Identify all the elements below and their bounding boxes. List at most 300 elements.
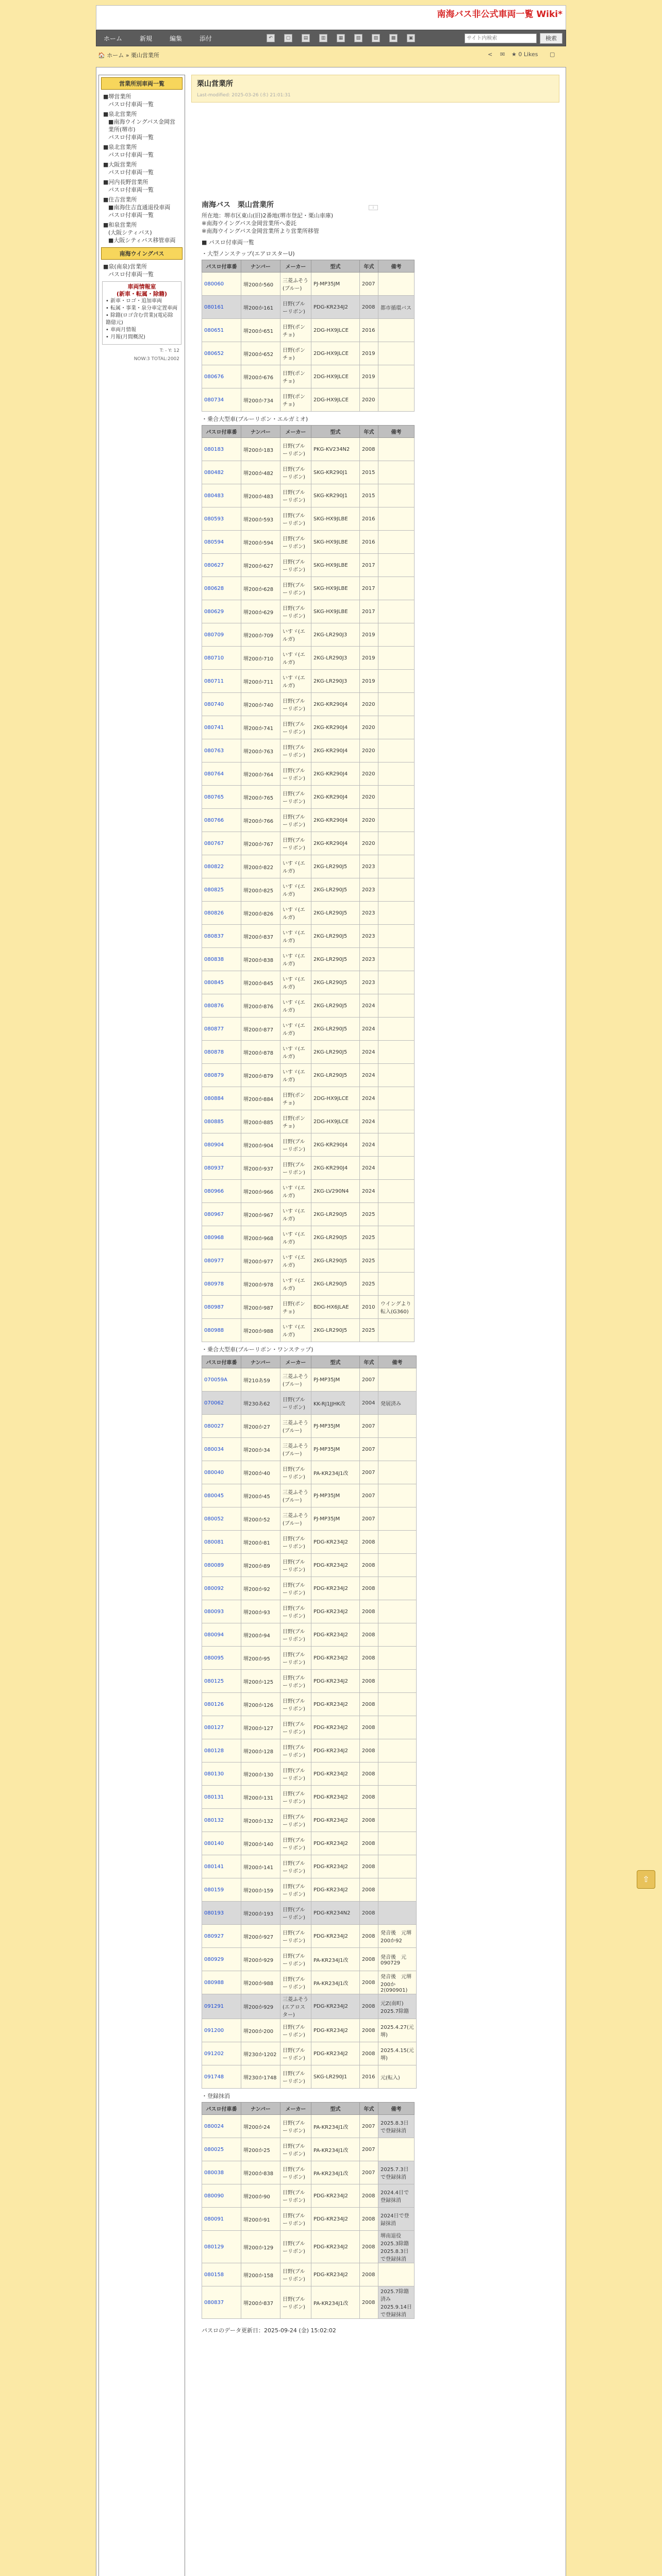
table-cell[interactable]: 080594 bbox=[202, 531, 241, 554]
table-cell[interactable]: 080159 bbox=[202, 1878, 241, 1902]
table-row bbox=[202, 670, 415, 693]
table-cell[interactable]: 080676 bbox=[202, 365, 241, 388]
table-cell bbox=[378, 1670, 417, 1693]
sidebar-sublink[interactable]: ■南海住吉直通退役車両 bbox=[108, 204, 171, 211]
table-cell[interactable]: 080825 bbox=[202, 878, 241, 902]
table-cell: 2KG-LR290J5 bbox=[311, 1226, 360, 1249]
table-cell: 堺200か968 bbox=[241, 1226, 280, 1249]
table-cell: 発音後 元090729 bbox=[378, 1948, 417, 1971]
tool-icon[interactable]: ▣ bbox=[407, 34, 415, 42]
table-cell[interactable]: 080711 bbox=[202, 670, 241, 693]
sidebar-link[interactable]: ■泉(南泉)営業所 bbox=[103, 263, 147, 270]
table-cell: 三菱ふそう(ブルー) bbox=[280, 1368, 311, 1392]
table-cell: 2KG-LR290J3 bbox=[311, 623, 360, 647]
table-cell[interactable]: 080483 bbox=[202, 484, 241, 507]
table-cell: 2KG-LR290J5 bbox=[311, 902, 360, 925]
table-row bbox=[202, 2065, 417, 2089]
table-cell: 堺200か52 bbox=[241, 1507, 280, 1531]
table-row bbox=[202, 1693, 417, 1716]
table-cell[interactable]: 080927 bbox=[202, 1925, 241, 1948]
table-cell: PDG-KR234N2 bbox=[311, 1902, 360, 1925]
table-cell: 日野(ブルーリボン) bbox=[280, 1577, 311, 1600]
table-cell[interactable]: 080140 bbox=[202, 1832, 241, 1855]
table-cell[interactable]: 080978 bbox=[202, 1273, 241, 1296]
table-cell: 堺200か676 bbox=[241, 365, 280, 388]
table-cell: 堺200か183 bbox=[241, 438, 280, 461]
table-cell bbox=[378, 1041, 415, 1064]
info-box-item bbox=[106, 312, 178, 327]
menu-item[interactable]: ホーム bbox=[104, 35, 123, 42]
search-button[interactable]: 検索 bbox=[540, 33, 562, 44]
table-cell[interactable]: 080161 bbox=[202, 296, 241, 319]
table-cell bbox=[378, 1461, 417, 1484]
table-cell[interactable]: 080129 bbox=[202, 2231, 241, 2263]
table-cell: 堺200か127 bbox=[241, 1716, 280, 1739]
table-cell[interactable]: 080968 bbox=[202, 1226, 241, 1249]
table-row bbox=[202, 1226, 415, 1249]
table-cell: PDG-KR234J2 bbox=[311, 2263, 360, 2286]
tool-icon[interactable]: ▨ bbox=[372, 34, 380, 42]
table-cell[interactable]: 080710 bbox=[202, 647, 241, 670]
table-row bbox=[202, 1994, 417, 2019]
sidebar-link[interactable]: ■河内長野営業所 bbox=[103, 179, 148, 185]
table-row bbox=[202, 1971, 417, 1994]
table-cell[interactable]: 080095 bbox=[202, 1647, 241, 1670]
tool-icon[interactable]: ▥ bbox=[319, 34, 327, 42]
table-cell[interactable]: 080988 bbox=[202, 1971, 241, 1994]
table-cell: 2024 bbox=[360, 1064, 378, 1087]
table-row bbox=[202, 1110, 415, 1133]
table-cell: 元(転入) bbox=[378, 2065, 417, 2089]
table-cell[interactable]: 080089 bbox=[202, 1554, 241, 1577]
table-row bbox=[202, 273, 415, 296]
table-cell[interactable]: 080629 bbox=[202, 600, 241, 623]
table-cell bbox=[378, 1087, 415, 1110]
share-icon[interactable]: < bbox=[488, 51, 493, 58]
table-cell: 2019 bbox=[360, 365, 378, 388]
table-row bbox=[202, 319, 415, 342]
table-cell: 2KG-LR290J5 bbox=[311, 1319, 360, 1342]
table-cell[interactable]: 080766 bbox=[202, 809, 241, 832]
sidebar-sublink[interactable]: パスロ付車両一覧 bbox=[108, 187, 154, 193]
table-cell: 日野(ブルーリボン) bbox=[280, 1925, 311, 1948]
mail-icon[interactable]: ✉ bbox=[500, 51, 505, 58]
table-cell bbox=[378, 1647, 417, 1670]
table-cell: 日野(ブルーリボン) bbox=[280, 1693, 311, 1716]
table-cell: 2KG-LR290J3 bbox=[311, 670, 360, 693]
menu-item[interactable]: 添付 bbox=[200, 35, 212, 42]
column-header: 型式 bbox=[311, 260, 360, 273]
table-cell[interactable]: 080741 bbox=[202, 716, 241, 739]
table-cell: 堺200か141 bbox=[241, 1855, 280, 1878]
table-cell: 日野(ブルーリボン) bbox=[280, 1600, 311, 1623]
table-cell[interactable]: 080767 bbox=[202, 832, 241, 855]
table-cell: いすゞ(エルガ) bbox=[280, 1064, 311, 1087]
table-cell: 堺200か876 bbox=[241, 994, 280, 1018]
table-cell[interactable]: 080045 bbox=[202, 1484, 241, 1507]
table-cell: 堺200か159 bbox=[241, 1878, 280, 1902]
table-cell: PDG-KR234J2 bbox=[311, 1809, 360, 1832]
table-cell: 堺200か45 bbox=[241, 1484, 280, 1507]
table-cell[interactable]: 080652 bbox=[202, 342, 241, 365]
table-cell[interactable]: 080763 bbox=[202, 739, 241, 762]
table-cell bbox=[378, 971, 415, 994]
table-cell: 堺200か89 bbox=[241, 1554, 280, 1577]
breadcrumb-page: 栗山営業所 bbox=[130, 52, 159, 59]
table-cell: 日野(ブルーリボン) bbox=[280, 296, 311, 319]
table-cell[interactable]: 080885 bbox=[202, 1110, 241, 1133]
table-cell: 日野(ポンチョ) bbox=[280, 1110, 311, 1133]
table-cell: 堺200か627 bbox=[241, 554, 280, 577]
table-cell[interactable]: 080092 bbox=[202, 1577, 241, 1600]
sidebar-link[interactable]: ■住吉営業所 bbox=[103, 196, 137, 203]
table-cell: 2025 bbox=[360, 1319, 378, 1342]
table-cell: 三菱ふそう(ブルー) bbox=[280, 1415, 311, 1438]
sidebar-sublink[interactable]: (大阪シティバス) bbox=[108, 229, 152, 236]
table-cell[interactable]: 080125 bbox=[202, 1670, 241, 1693]
column-header: 型式 bbox=[311, 1356, 360, 1368]
table-cell[interactable]: 091202 bbox=[202, 2042, 241, 2065]
table-cell[interactable]: 080709 bbox=[202, 623, 241, 647]
table-cell: 日野(ブルーリボン) bbox=[280, 2019, 311, 2042]
info-box-link[interactable]: 月報(月間概況) bbox=[110, 334, 145, 340]
table-cell[interactable]: 080130 bbox=[202, 1762, 241, 1786]
table-cell bbox=[378, 1716, 417, 1739]
table-cell: いすゞ(エルガ) bbox=[280, 1018, 311, 1041]
table-cell bbox=[378, 554, 415, 577]
table-cell[interactable]: 080988 bbox=[202, 1319, 241, 1342]
table-cell[interactable]: 091748 bbox=[202, 2065, 241, 2089]
table-cell: いすゞ(エルガ) bbox=[280, 623, 311, 647]
table-cell: 堺200か766 bbox=[241, 809, 280, 832]
column-header: ナンバー bbox=[241, 2103, 280, 2115]
table-row bbox=[202, 1786, 417, 1809]
table-cell[interactable]: 080081 bbox=[202, 1531, 241, 1554]
table-cell[interactable]: 080837 bbox=[202, 925, 241, 948]
table-cell: 2008 bbox=[360, 1693, 378, 1716]
table-cell bbox=[378, 1018, 415, 1041]
table-cell: 2KG-KR290J4 bbox=[311, 832, 360, 855]
sidebar-link[interactable]: ■大阪営業所 bbox=[103, 161, 137, 168]
table-cell bbox=[378, 693, 415, 716]
table-cell[interactable]: 080024 bbox=[202, 2115, 241, 2138]
table-cell[interactable]: 080141 bbox=[202, 1855, 241, 1878]
sidebar-sublink[interactable]: ■大阪シティバス移管車両 bbox=[108, 237, 176, 244]
table-cell: 堺200か710 bbox=[241, 647, 280, 670]
table-cell: PJ-MP35JM bbox=[311, 1484, 360, 1507]
table-cell[interactable]: 070062 bbox=[202, 1392, 241, 1415]
sidebar-sublink[interactable]: パスロ付車両一覧 bbox=[108, 169, 154, 176]
table-cell[interactable]: 080040 bbox=[202, 1461, 241, 1484]
sidebar-heading-offices: 営業所別車両一覧 bbox=[101, 77, 183, 90]
table-cell[interactable]: 080878 bbox=[202, 1041, 241, 1064]
table-cell[interactable]: 080093 bbox=[202, 1600, 241, 1623]
table-cell[interactable]: 080627 bbox=[202, 554, 241, 577]
table-cell[interactable]: 080966 bbox=[202, 1180, 241, 1203]
table-cell[interactable]: 080094 bbox=[202, 1623, 241, 1647]
table-cell: 2016 bbox=[360, 319, 378, 342]
table-cell[interactable]: 080837 bbox=[202, 2286, 241, 2319]
table-cell: 2KG-LR290J5 bbox=[311, 855, 360, 878]
table-cell: 2008 bbox=[360, 2263, 378, 2286]
table-cell: いすゞ(エルガ) bbox=[280, 1041, 311, 1064]
table-cell: 日野(ブルーリボン) bbox=[280, 1716, 311, 1739]
table-cell[interactable]: 080877 bbox=[202, 1018, 241, 1041]
table-row bbox=[202, 2208, 415, 2231]
search-input[interactable] bbox=[465, 33, 537, 43]
scroll-to-top-button[interactable] bbox=[637, 1870, 655, 1889]
fleet-table bbox=[202, 425, 415, 1342]
table-cell: 2015 bbox=[360, 461, 378, 484]
bullet-icon: • bbox=[106, 298, 111, 304]
table-cell[interactable]: 080937 bbox=[202, 1157, 241, 1180]
table-row bbox=[202, 1600, 417, 1623]
info-box-link[interactable]: 転属・事業・泉分車定置車両 bbox=[110, 306, 178, 311]
breadcrumb-home[interactable]: ホーム bbox=[107, 52, 124, 59]
table-cell: 2KG-LR290J5 bbox=[311, 1018, 360, 1041]
column-header: 備考 bbox=[378, 260, 415, 273]
table-cell: 日野(ブルーリボン) bbox=[280, 1809, 311, 1832]
table-cell bbox=[378, 855, 415, 878]
column-header: 型式 bbox=[311, 426, 360, 438]
table-cell[interactable]: 080967 bbox=[202, 1203, 241, 1226]
table-cell[interactable]: 080128 bbox=[202, 1739, 241, 1762]
table-cell[interactable]: 070059A bbox=[202, 1368, 241, 1392]
tool-icon[interactable]: ▢ bbox=[284, 34, 292, 42]
table-cell: 2020 bbox=[360, 832, 378, 855]
table-cell: PDG-KR234J2 bbox=[311, 1878, 360, 1902]
sidebar-sublink[interactable]: パスロ付車両一覧 bbox=[108, 151, 154, 158]
table-cell[interactable]: 080090 bbox=[202, 2184, 241, 2208]
table-cell: 2008 bbox=[360, 1832, 378, 1855]
table-cell: 2KG-LR290J5 bbox=[311, 971, 360, 994]
table-cell[interactable]: 080127 bbox=[202, 1716, 241, 1739]
table-cell bbox=[378, 1507, 417, 1531]
table-cell[interactable]: 080158 bbox=[202, 2263, 241, 2286]
menu-item[interactable]: 新規 bbox=[140, 35, 153, 42]
table-cell: 日野(ブルーリボン) bbox=[280, 1531, 311, 1554]
table-cell[interactable]: 080482 bbox=[202, 461, 241, 484]
table-row bbox=[202, 2231, 415, 2263]
table-cell: 日野(ポンチョ) bbox=[280, 342, 311, 365]
table-cell: 2007 bbox=[360, 1438, 378, 1461]
table-cell: 堺200か652 bbox=[241, 342, 280, 365]
table-cell: 三菱ふそう(エアロスター) bbox=[280, 1994, 311, 2019]
table-cell bbox=[378, 809, 415, 832]
table-cell: 日野(ブルーリボン) bbox=[280, 2263, 311, 2286]
site-title[interactable]: 南海バス非公式車両一覧 Wiki* bbox=[437, 9, 562, 20]
intro-line: ※南海ウイングバス金岡営業所より営業所移管 bbox=[202, 228, 320, 234]
table-cell: ウイングより転入(G360) bbox=[378, 1296, 415, 1319]
table-cell: PDG-KR234J2 bbox=[311, 1554, 360, 1577]
table-row bbox=[202, 507, 415, 531]
info-box-link[interactable]: 除籍(ロゴ含む営業)(電応除籍億元) bbox=[106, 313, 173, 326]
table-cell[interactable]: 080876 bbox=[202, 994, 241, 1018]
table-cell: 2KG-KR290J4 bbox=[311, 1157, 360, 1180]
table-cell: PDG-KR234J2 bbox=[311, 2019, 360, 2042]
table-row bbox=[202, 1554, 417, 1577]
table-cell: 堺200か560 bbox=[241, 273, 280, 296]
column-header: ナンバー bbox=[241, 426, 280, 438]
table-cell[interactable]: 080651 bbox=[202, 319, 241, 342]
table-cell[interactable]: 080628 bbox=[202, 577, 241, 600]
tool-icon[interactable]: ▧ bbox=[354, 34, 362, 42]
table-cell[interactable]: 080034 bbox=[202, 1438, 241, 1461]
table-cell: 日野(ブルーリボン) bbox=[280, 1647, 311, 1670]
table-cell: 日野(ブルーリボン) bbox=[280, 2161, 311, 2184]
table-row bbox=[202, 925, 415, 948]
section-heading: 南海バス 栗山営業所 bbox=[202, 201, 274, 209]
column-header: 備考 bbox=[378, 426, 415, 438]
table-cell[interactable]: 091200 bbox=[202, 2019, 241, 2042]
table-cell: PJ-MP35JM bbox=[311, 1415, 360, 1438]
table-cell[interactable]: 080838 bbox=[202, 948, 241, 971]
last-modified: Last-modified: 2025-03-26 (水) 21:01:31 bbox=[197, 93, 291, 98]
table-cell[interactable]: 080822 bbox=[202, 855, 241, 878]
tool-icon[interactable]: ▦ bbox=[337, 34, 345, 42]
tool-icon[interactable]: ▩ bbox=[389, 34, 398, 42]
table-cell[interactable]: 080132 bbox=[202, 1809, 241, 1832]
table-cell: 日野(ブルーリボン) bbox=[280, 1392, 311, 1415]
sidebar-link[interactable]: ■泉北営業所 bbox=[103, 144, 137, 150]
table-cell: PA-KR234J1改 bbox=[311, 2286, 360, 2319]
tool-icon[interactable]: ▤ bbox=[302, 34, 310, 42]
menu-icon[interactable]: ▢ bbox=[550, 51, 555, 58]
table-cell[interactable]: 080826 bbox=[202, 902, 241, 925]
table-cell[interactable]: 080183 bbox=[202, 438, 241, 461]
table-row bbox=[202, 1368, 417, 1392]
table-cell[interactable]: 080765 bbox=[202, 786, 241, 809]
intro-line: 所在地：堺市区東山(旧)2番地(堺市登記・栗山車庫) bbox=[202, 212, 334, 219]
sidebar-link[interactable]: ■堺営業所 bbox=[103, 93, 131, 100]
table-cell: PDG-KR234J2 bbox=[311, 1994, 360, 2019]
table-cell[interactable]: 080052 bbox=[202, 1507, 241, 1531]
column-header: 年式 bbox=[360, 1356, 378, 1368]
table-cell: 2020 bbox=[360, 716, 378, 739]
table-cell: いすゞ(エルガ) bbox=[280, 1203, 311, 1226]
table-cell bbox=[378, 1786, 417, 1809]
table-cell[interactable]: 080904 bbox=[202, 1133, 241, 1157]
table-cell bbox=[378, 1064, 415, 1087]
table-row bbox=[202, 1762, 417, 1786]
table-cell[interactable]: 080027 bbox=[202, 1415, 241, 1438]
table-cell: 2KG-LR290J5 bbox=[311, 1203, 360, 1226]
table-cell[interactable]: 080929 bbox=[202, 1948, 241, 1971]
info-box-link[interactable]: 新車・ロゴ・追加車両 bbox=[110, 298, 162, 304]
table-cell: 三菱ふそう(ブルー) bbox=[280, 1438, 311, 1461]
table-cell: 2DG-HX9JLCE bbox=[311, 388, 360, 412]
table-cell: 日野(ブルーリボン) bbox=[280, 554, 311, 577]
sidebar-link[interactable]: ■泉北営業所 bbox=[103, 111, 137, 117]
table-cell: 2008 bbox=[360, 2184, 378, 2208]
table-cell[interactable]: 080740 bbox=[202, 693, 241, 716]
table-cell: PDG-KR234J2 bbox=[311, 2208, 360, 2231]
table-row bbox=[202, 1249, 415, 1273]
table-cell bbox=[378, 1600, 417, 1623]
table-cell bbox=[378, 902, 415, 925]
table-cell: いすゞ(エルガ) bbox=[280, 878, 311, 902]
table-cell: 2007 bbox=[360, 1461, 378, 1484]
table-cell[interactable]: 080845 bbox=[202, 971, 241, 994]
table-cell: 2008 bbox=[360, 2286, 378, 2319]
table-cell: 2025 bbox=[360, 1226, 378, 1249]
column-header: パスロ付車番 bbox=[202, 260, 241, 273]
table-row bbox=[202, 2019, 417, 2042]
sidebar-sublink[interactable]: パスロ付車両一覧 bbox=[108, 212, 154, 218]
table-cell bbox=[378, 507, 415, 531]
tool-icon[interactable]: ↶ bbox=[267, 34, 275, 42]
table-cell: 2008 bbox=[360, 1554, 378, 1577]
table-cell: 堺200か128 bbox=[241, 1739, 280, 1762]
table-cell[interactable]: 080091 bbox=[202, 2208, 241, 2231]
table-cell: 日野(ブルーリボン) bbox=[280, 1623, 311, 1647]
ad-mark: i bbox=[369, 205, 378, 210]
table-cell: PDG-KR234J2 bbox=[311, 1693, 360, 1716]
table-cell: SKG-HX9JLBE bbox=[311, 577, 360, 600]
table-cell[interactable]: 080131 bbox=[202, 1786, 241, 1809]
sidebar-office bbox=[99, 109, 185, 142]
menu-item[interactable]: 編集 bbox=[170, 35, 183, 42]
table-row bbox=[202, 1392, 417, 1415]
sidebar-sublink[interactable]: パスロ付車両一覧 bbox=[108, 271, 154, 278]
fleet-table bbox=[202, 260, 415, 412]
table-cell[interactable]: 080879 bbox=[202, 1064, 241, 1087]
table-cell: SKG-KR290J1 bbox=[311, 461, 360, 484]
sidebar-office bbox=[99, 220, 185, 245]
table-row bbox=[202, 1948, 417, 1971]
table-cell[interactable]: 080977 bbox=[202, 1249, 241, 1273]
table-cell[interactable]: 080764 bbox=[202, 762, 241, 786]
table-row bbox=[202, 1180, 415, 1203]
table-cell: 堺230か1748 bbox=[241, 2065, 280, 2089]
table-cell: 2019 bbox=[360, 647, 378, 670]
sidebar-link[interactable]: ■和泉営業所 bbox=[103, 222, 137, 228]
content-frame bbox=[96, 67, 566, 2576]
table-cell[interactable]: 080593 bbox=[202, 507, 241, 531]
like-button[interactable]: ★ 0 Likes bbox=[511, 51, 538, 58]
table-cell: 堺200か125 bbox=[241, 1670, 280, 1693]
info-box-link[interactable]: 車両月情報 bbox=[110, 327, 137, 333]
table-cell[interactable]: 080193 bbox=[202, 1902, 241, 1925]
table-cell: 堺200か91 bbox=[241, 2208, 280, 2231]
table-cell: 堺200か131 bbox=[241, 1786, 280, 1809]
table-cell[interactable]: 080734 bbox=[202, 388, 241, 412]
table-cell: 堺200か482 bbox=[241, 461, 280, 484]
home-icon[interactable]: 🏠 bbox=[98, 52, 105, 59]
table-cell[interactable]: 080884 bbox=[202, 1087, 241, 1110]
column-header: 備考 bbox=[378, 1356, 417, 1368]
table-row bbox=[202, 878, 415, 902]
sidebar-sublink[interactable]: パスロ付車両一覧 bbox=[108, 134, 154, 141]
sidebar-sublink[interactable]: パスロ付車両一覧 bbox=[108, 101, 154, 108]
sidebar-sublink[interactable]: ■南海ウイングバス金岡営業所(堺市) bbox=[108, 118, 176, 133]
table-cell[interactable]: 080126 bbox=[202, 1693, 241, 1716]
table-cell: 日野(ブルーリボン) bbox=[280, 1739, 311, 1762]
table-cell[interactable]: 080987 bbox=[202, 1296, 241, 1319]
table-row bbox=[202, 623, 415, 647]
table-cell[interactable]: 080038 bbox=[202, 2161, 241, 2184]
table-cell: 日野(ブルーリボン) bbox=[280, 2138, 311, 2161]
intro-text bbox=[202, 212, 559, 235]
table-cell[interactable]: 091291 bbox=[202, 1994, 241, 2019]
table-cell bbox=[378, 531, 415, 554]
table-cell[interactable]: 080025 bbox=[202, 2138, 241, 2161]
table-cell: 堺200か593 bbox=[241, 507, 280, 531]
table-cell: 2020 bbox=[360, 693, 378, 716]
table-cell[interactable]: 080060 bbox=[202, 273, 241, 296]
table-cell: 堺200か927 bbox=[241, 1925, 280, 1948]
table-cell bbox=[378, 1623, 417, 1647]
